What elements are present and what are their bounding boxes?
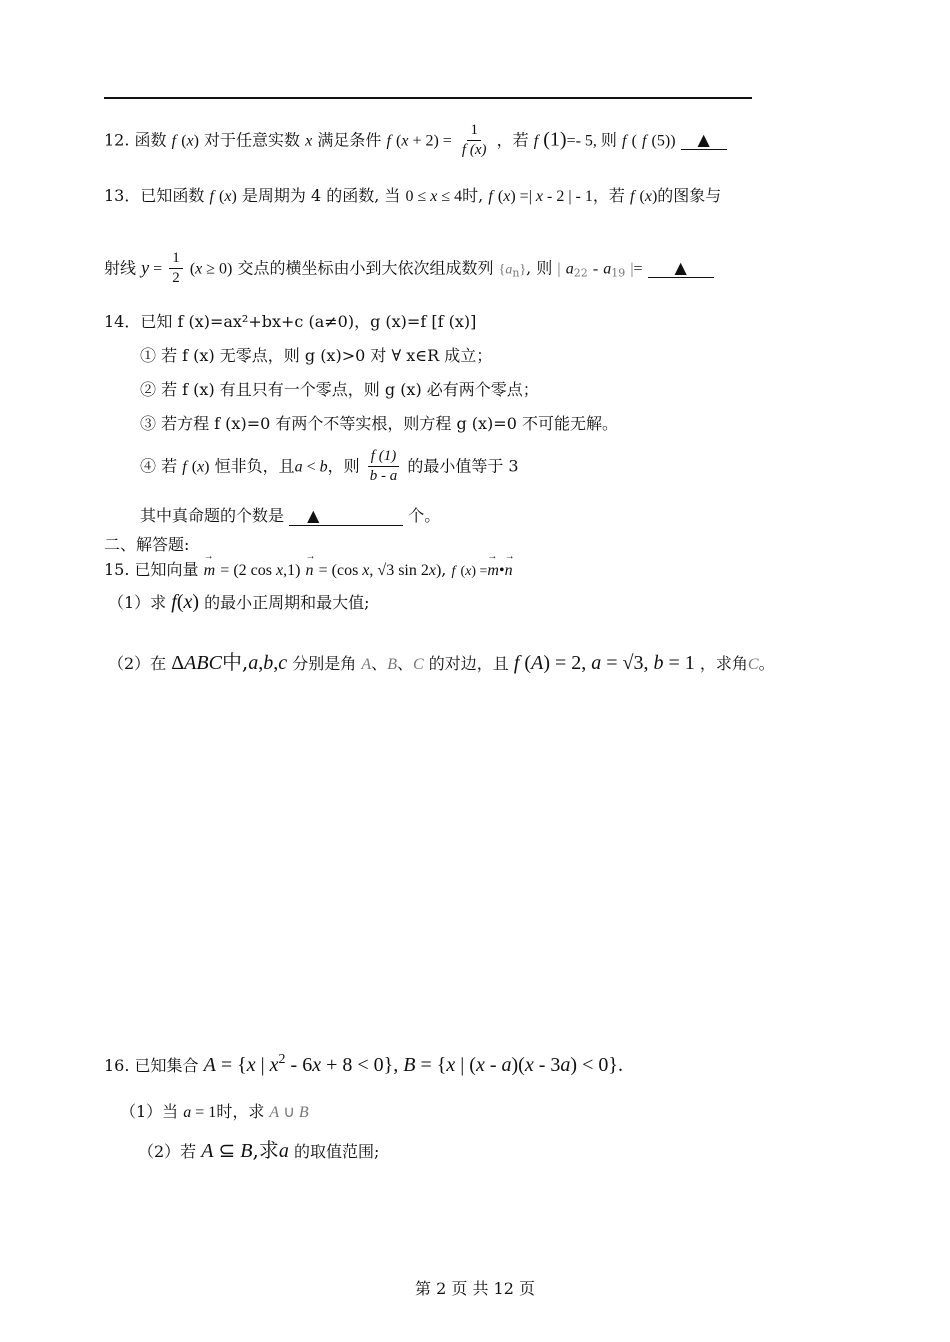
question-13-line2: 射线 y = $\frac{1}{2}$ (x ≥ 0) 交点的横坐标由小到大依次组成数列 $\{a_n\}$, 则 | $a_{22} - a_{19}$ |= ▲ [104,250,714,288]
question-14: 14．已知 f (x)=ax²+bx+c (a≠0)，g (x)=f [f (x)] [104,312,477,331]
q14-fraction: $\frac{f (1)}{b - a}$ [369,448,398,485]
page-footer: 第 2 页 共 12 页 [415,1279,535,1298]
question-13: 13．已知函数 f (x) 是周期为 4 的函数, 当 0 ≤ x ≤ 4时, f (x) =| x - 2 | - 1，若 f (x)的图象与 [104,186,722,205]
vector-m: → m [204,561,216,580]
question-14-ask: 其中真命题的个数是 ▲ 个。 [140,506,441,525]
q13-half: $\frac{1}{2}$ [169,250,183,288]
answer-blank-12: ▲ [681,131,727,150]
question-15-part1: （1）求 f(x) 的最小正周期和最大值; [108,591,370,613]
question-16: 16. 已知集合 A = {x | x2 - 6x + 8 < 0}, B = {x | (x - a)(x - 3a) < 0}. [104,1052,623,1076]
statement-1: ① 若 f (x) 无零点，则 g (x)>0 对 ∀ x∈R 成立； [140,346,493,365]
answer-blank-13: ▲ [648,259,714,278]
section-heading: 二、解答题: [104,535,190,554]
q12-fraction: $\frac{1}{f (x)}$ [461,122,487,159]
question-16-part2: （2）若 A ⊆ B,求a 的取值范围; [138,1138,380,1162]
vector-n: → n [306,561,314,580]
statement-4: ④ 若 f (x) 恒非负，且a < b，则 $\frac{f (1)}{b - a}$ 的最小值等于 3 [140,448,519,485]
question-15-part2: （2）在 ΔABC中,a,b,c 分别是角 A、B、C 的对边，且 f (A) = 2, a = √3, b = 1 ，求角C。 [108,650,775,674]
question-15: 15. 已知向量 → m = (2 cos x,1) → n = (cos x, √3 sin 2x), f (x) =→ m•→ n [104,560,513,581]
question-12: 12. 函数 f (x) 对于任意实数 x 满足条件 f (x + 2) = $\frac{1}{f (x)}$ ，若 f (1)=- 5, 则 f ( f (5)) ▲ [104,122,727,160]
statement-3: ③ 若方程 f (x)=0 有两个不等实根，则方程 g (x)=0 不可能无解。 [140,414,618,433]
question-16-part1: （1）当 a = 1时，求 A ∪ B [120,1102,309,1121]
answer-blank-14: ▲ [289,507,403,526]
header-rule [104,97,752,99]
statement-2: ② 若 f (x) 有且只有一个零点，则 g (x) 必有两个零点； [140,380,539,399]
